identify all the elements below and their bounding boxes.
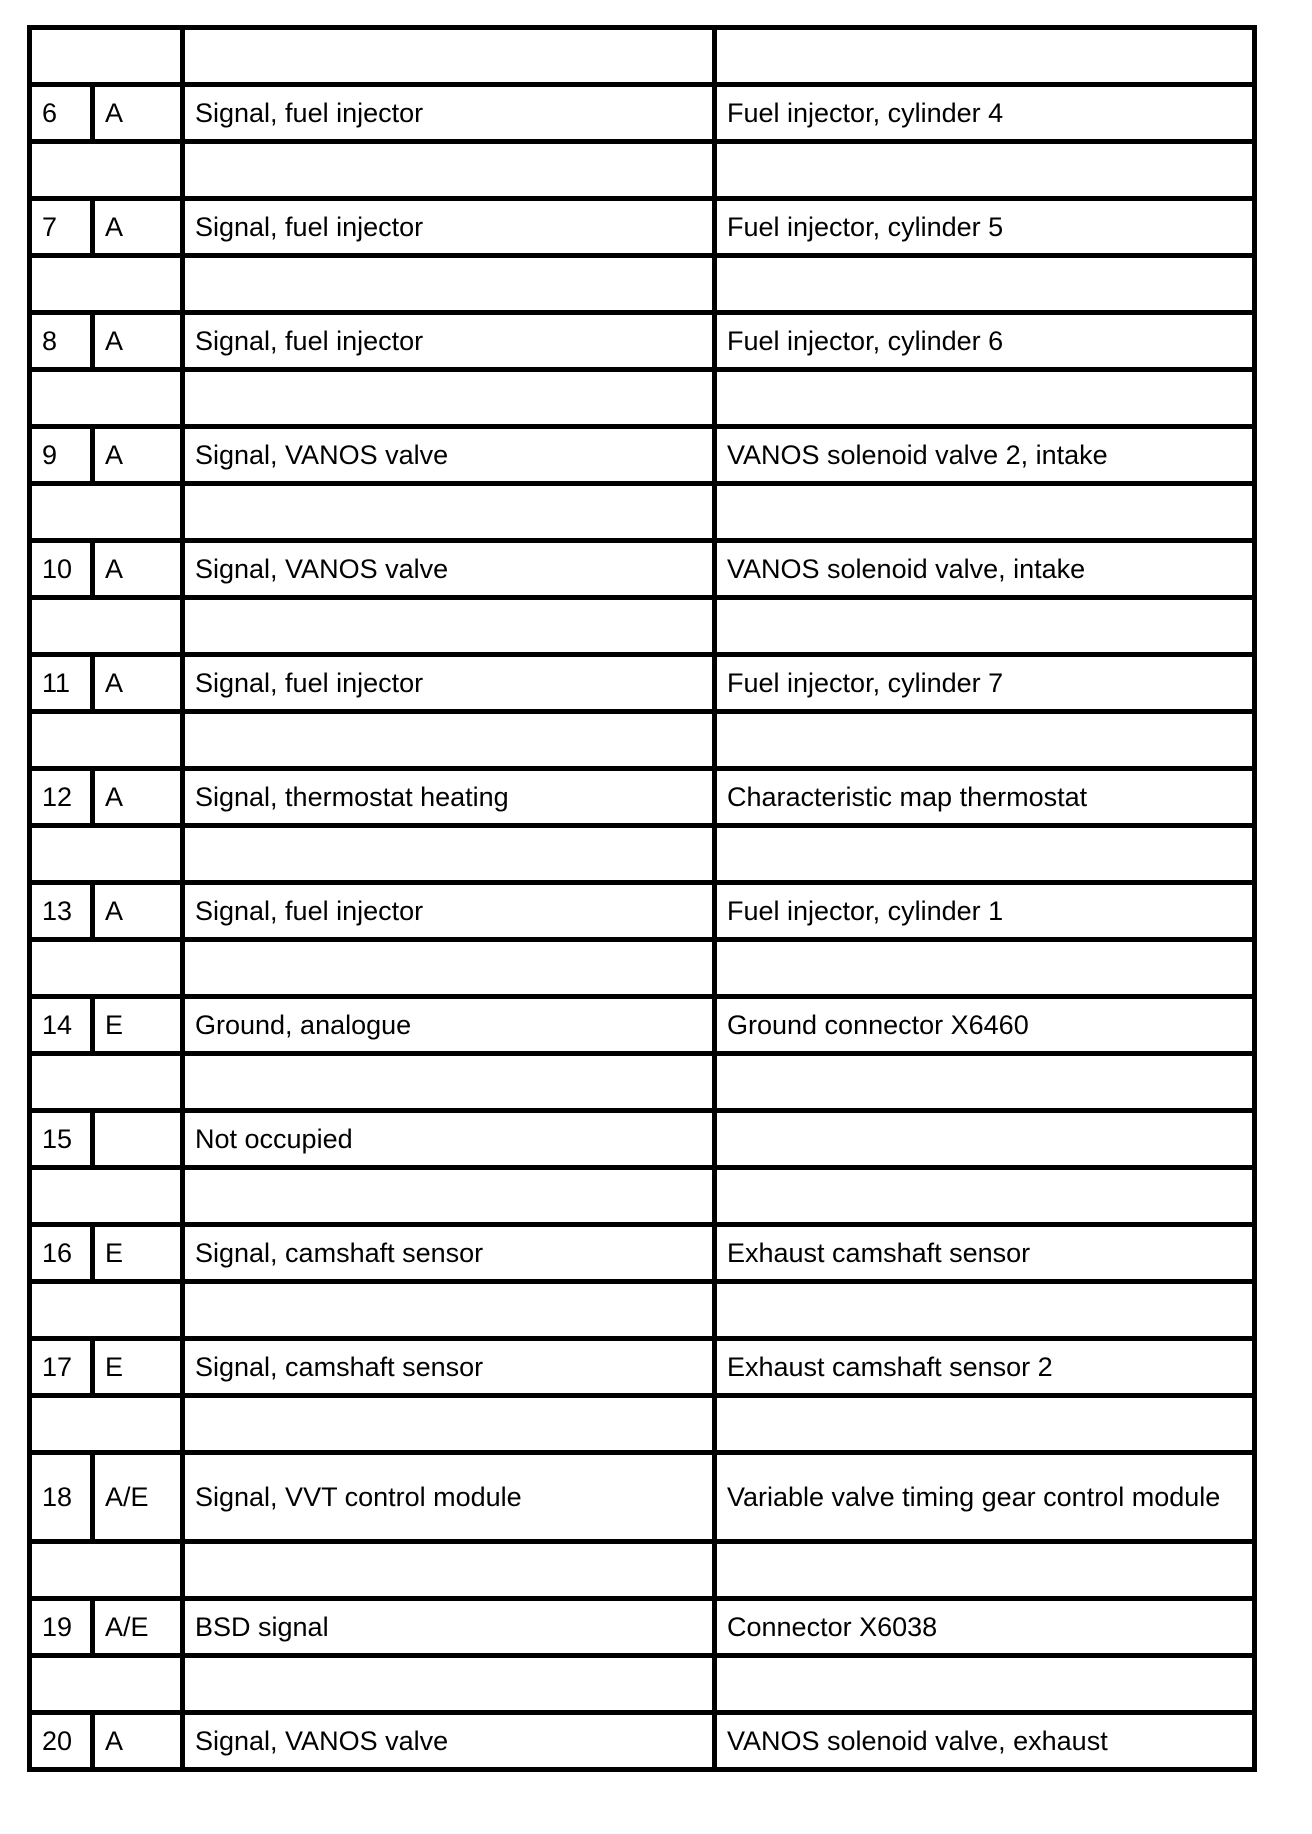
type-cell: A (93, 655, 183, 712)
spacer-row (30, 1656, 1255, 1713)
signal-cell: Signal, fuel injector (183, 313, 715, 370)
signal-cell: Signal, camshaft sensor (183, 1225, 715, 1282)
spacer-row (30, 256, 1255, 313)
spacer-cell (183, 484, 715, 541)
pin-cell: 15 (30, 1111, 93, 1168)
table-row (30, 1339, 1255, 1396)
spacer-row (30, 1396, 1255, 1453)
spacer-row (30, 28, 1255, 85)
component-cell: Fuel injector, cylinder 4 (715, 85, 1255, 142)
signal-cell: Signal, fuel injector (183, 85, 715, 142)
spacer-cell (715, 712, 1255, 769)
type-cell: A (93, 883, 183, 940)
component-cell: Fuel injector, cylinder 1 (715, 883, 1255, 940)
pin-cell: 17 (30, 1339, 93, 1396)
spacer-cell (715, 1168, 1255, 1225)
table-row (30, 1599, 1255, 1656)
pin-cell: 16 (30, 1225, 93, 1282)
signal-cell: Not occupied (183, 1111, 715, 1168)
spacer-cell (30, 1656, 183, 1713)
spacer-cell (30, 1542, 183, 1599)
spacer-cell (715, 256, 1255, 313)
table-row (30, 427, 1255, 484)
spacer-row (30, 1282, 1255, 1339)
type-cell: A (93, 85, 183, 142)
type-cell: A/E (93, 1453, 183, 1542)
spacer-row (30, 712, 1255, 769)
signal-cell: Signal, fuel injector (183, 655, 715, 712)
pin-cell: 13 (30, 883, 93, 940)
component-cell: VANOS solenoid valve, intake (715, 541, 1255, 598)
spacer-cell (715, 826, 1255, 883)
type-cell: E (93, 1339, 183, 1396)
table-row (30, 655, 1255, 712)
pin-cell: 7 (30, 199, 93, 256)
spacer-row (30, 1054, 1255, 1111)
component-cell: Variable valve timing gear control module (715, 1453, 1255, 1542)
component-cell: VANOS solenoid valve 2, intake (715, 427, 1255, 484)
spacer-cell (715, 1282, 1255, 1339)
table-row (30, 313, 1255, 370)
component-cell: VANOS solenoid valve, exhaust (715, 1713, 1255, 1770)
spacer-cell (715, 1396, 1255, 1453)
spacer-cell (715, 1054, 1255, 1111)
table-row (30, 1453, 1255, 1542)
component-cell: Exhaust camshaft sensor (715, 1225, 1255, 1282)
pin-cell: 11 (30, 655, 93, 712)
spacer-cell (183, 1396, 715, 1453)
spacer-cell (30, 256, 183, 313)
pin-cell: 6 (30, 85, 93, 142)
pin-cell: 10 (30, 541, 93, 598)
type-cell: A (93, 199, 183, 256)
spacer-cell (183, 826, 715, 883)
spacer-cell (715, 370, 1255, 427)
spacer-cell (715, 1656, 1255, 1713)
spacer-cell (183, 598, 715, 655)
signal-cell: Ground, analogue (183, 997, 715, 1054)
spacer-cell (30, 28, 183, 85)
component-cell: Characteristic map thermostat (715, 769, 1255, 826)
spacer-cell (30, 1396, 183, 1453)
spacer-row (30, 826, 1255, 883)
component-cell (715, 1111, 1255, 1168)
pin-cell: 9 (30, 427, 93, 484)
pin-cell: 20 (30, 1713, 93, 1770)
spacer-row (30, 940, 1255, 997)
spacer-cell (30, 484, 183, 541)
spacer-cell (183, 1542, 715, 1599)
table-row (30, 883, 1255, 940)
signal-cell: Signal, VANOS valve (183, 427, 715, 484)
signal-cell: Signal, VVT control module (183, 1453, 715, 1542)
signal-cell: BSD signal (183, 1599, 715, 1656)
spacer-cell (183, 28, 715, 85)
table-body (30, 28, 1255, 1770)
spacer-cell (30, 370, 183, 427)
spacer-cell (715, 1542, 1255, 1599)
spacer-cell (30, 1282, 183, 1339)
spacer-cell (30, 142, 183, 199)
pin-cell: 8 (30, 313, 93, 370)
spacer-cell (715, 598, 1255, 655)
table-row (30, 1225, 1255, 1282)
type-cell: E (93, 1225, 183, 1282)
spacer-cell (183, 256, 715, 313)
spacer-cell (183, 1282, 715, 1339)
spacer-cell (30, 940, 183, 997)
spacer-row (30, 1542, 1255, 1599)
component-cell: Fuel injector, cylinder 6 (715, 313, 1255, 370)
type-cell: A (93, 541, 183, 598)
type-cell (93, 1111, 183, 1168)
spacer-cell (30, 1054, 183, 1111)
component-cell: Exhaust camshaft sensor 2 (715, 1339, 1255, 1396)
type-cell: A (93, 769, 183, 826)
spacer-cell (715, 142, 1255, 199)
signal-cell: Signal, VANOS valve (183, 1713, 715, 1770)
spacer-row (30, 142, 1255, 199)
type-cell: A/E (93, 1599, 183, 1656)
spacer-cell (183, 370, 715, 427)
spacer-cell (183, 1656, 715, 1713)
type-cell: A (93, 313, 183, 370)
spacer-cell (30, 826, 183, 883)
spacer-cell (183, 1168, 715, 1225)
type-cell: E (93, 997, 183, 1054)
pin-assignment-table (27, 25, 1257, 1772)
signal-cell: Signal, camshaft sensor (183, 1339, 715, 1396)
table-row (30, 997, 1255, 1054)
spacer-cell (30, 598, 183, 655)
type-cell: A (93, 427, 183, 484)
pin-cell: 12 (30, 769, 93, 826)
spacer-row (30, 370, 1255, 427)
spacer-cell (715, 940, 1255, 997)
spacer-cell (715, 28, 1255, 85)
spacer-cell (183, 712, 715, 769)
spacer-cell (30, 712, 183, 769)
table-row (30, 1713, 1255, 1770)
component-cell: Connector X6038 (715, 1599, 1255, 1656)
table-row (30, 769, 1255, 826)
spacer-cell (183, 1054, 715, 1111)
pin-cell: 14 (30, 997, 93, 1054)
spacer-cell (715, 484, 1255, 541)
spacer-cell (183, 940, 715, 997)
component-cell: Ground connector X6460 (715, 997, 1255, 1054)
table-row (30, 85, 1255, 142)
pin-cell: 18 (30, 1453, 93, 1542)
spacer-cell (183, 142, 715, 199)
pin-cell: 19 (30, 1599, 93, 1656)
signal-cell: Signal, thermostat heating (183, 769, 715, 826)
component-cell: Fuel injector, cylinder 7 (715, 655, 1255, 712)
table-row (30, 1111, 1255, 1168)
spacer-row (30, 1168, 1255, 1225)
table-row (30, 541, 1255, 598)
type-cell: A (93, 1713, 183, 1770)
component-cell: Fuel injector, cylinder 5 (715, 199, 1255, 256)
table-row (30, 199, 1255, 256)
signal-cell: Signal, fuel injector (183, 883, 715, 940)
spacer-cell (30, 1168, 183, 1225)
signal-cell: Signal, VANOS valve (183, 541, 715, 598)
spacer-row (30, 598, 1255, 655)
spacer-row (30, 484, 1255, 541)
signal-cell: Signal, fuel injector (183, 199, 715, 256)
